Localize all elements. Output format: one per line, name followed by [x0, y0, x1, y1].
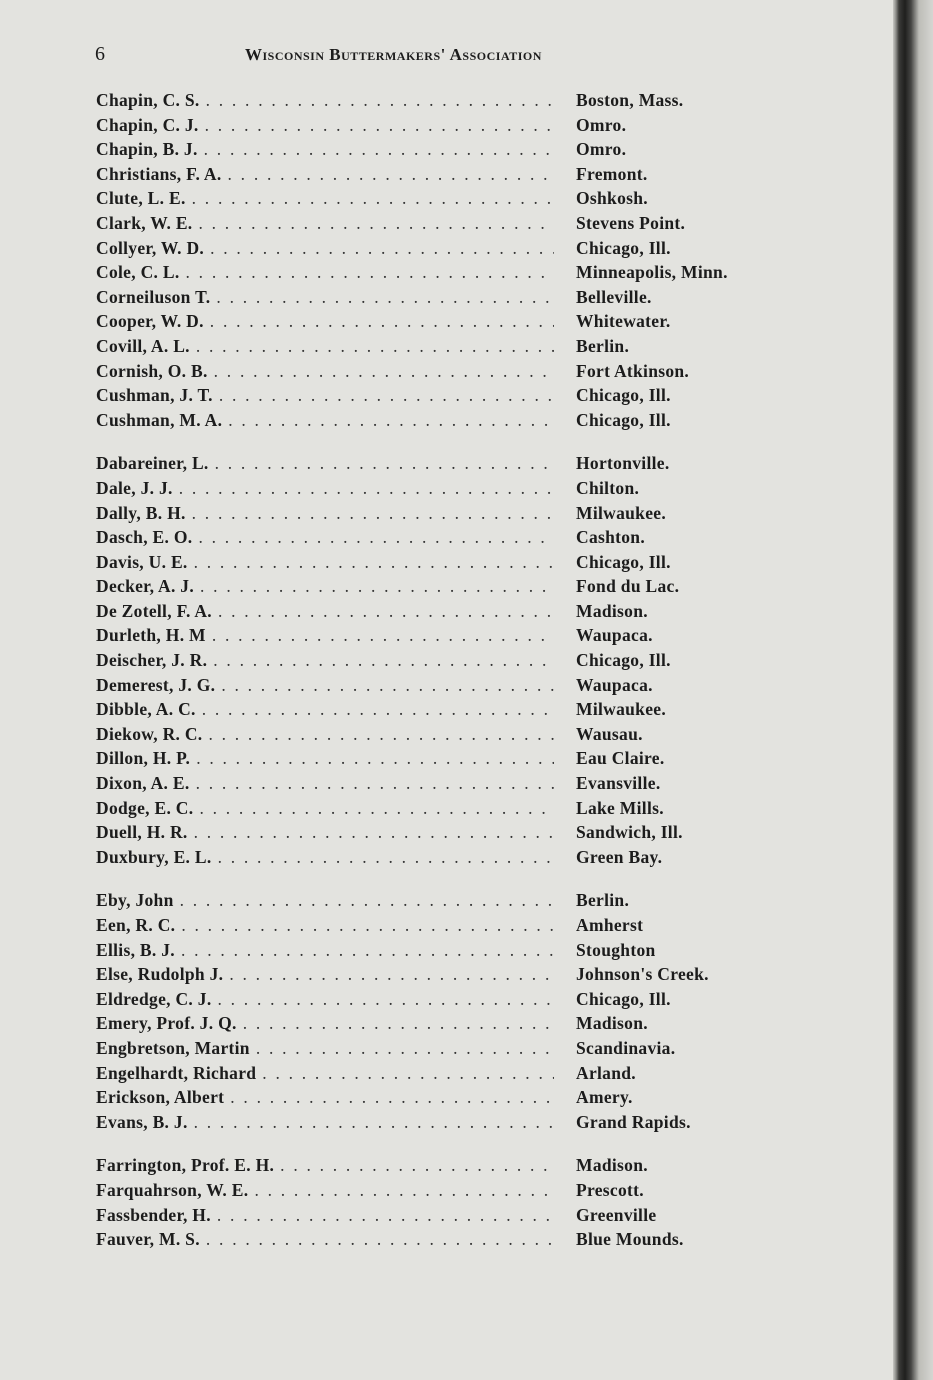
directory-entry — [96, 847, 776, 872]
directory-entry — [96, 798, 776, 823]
directory-entry — [96, 1229, 776, 1254]
member-location: Amherst — [576, 915, 644, 935]
member-location: Chicago, Ill. — [576, 988, 671, 1009]
directory-entry — [96, 139, 776, 164]
dot-leader — [228, 410, 554, 431]
member-location: Chicago, Ill. — [576, 237, 671, 258]
member-name: Fassbender, H. — [96, 1204, 211, 1225]
directory-entry — [96, 503, 776, 528]
dot-leader — [194, 1112, 554, 1133]
directory-entry — [96, 724, 776, 749]
dot-leader — [254, 1180, 554, 1201]
member-location: Arland. — [576, 1062, 636, 1083]
dot-leader — [180, 890, 554, 911]
member-name: Deischer, J. R. — [96, 650, 208, 671]
member-location: Wausau. — [576, 723, 643, 744]
dot-leader — [204, 139, 554, 160]
dot-leader — [210, 238, 554, 259]
member-name: Dillon, H. P. — [96, 748, 191, 769]
dot-leader — [214, 361, 554, 382]
member-name: Durleth, H. M — [96, 625, 206, 646]
member-name: Corneiluson T. — [96, 286, 211, 307]
dot-leader — [212, 625, 554, 646]
directory-entry — [96, 453, 776, 478]
book-binding-edge — [893, 0, 933, 1380]
member-location: Madison. — [576, 600, 648, 621]
member-location: Grand Rapids. — [576, 1111, 691, 1132]
dot-leader — [194, 552, 554, 573]
directory-entry — [96, 164, 776, 189]
dot-leader — [213, 650, 554, 671]
member-location: Chicago, Ill. — [576, 650, 671, 671]
member-location: Boston, Mass. — [576, 90, 684, 110]
member-location: Fort Atkinson. — [576, 360, 690, 381]
member-location: Oshkosh. — [576, 188, 648, 209]
member-location: Stoughton — [576, 939, 656, 960]
member-location: Chicago, Ill. — [576, 385, 671, 406]
directory-entry — [96, 90, 776, 115]
running-title: Wisconsin Buttermakers' Association — [245, 45, 542, 64]
member-name: Dibble, A. C. — [96, 699, 196, 720]
dot-leader — [206, 1229, 554, 1250]
directory-entry — [96, 964, 776, 989]
member-name: Dodge, E. C. — [96, 797, 194, 818]
directory-entry — [96, 361, 776, 386]
member-name: Cushman, J. T. — [96, 385, 213, 406]
directory-entry — [96, 115, 776, 140]
directory-entry — [96, 385, 776, 410]
dot-leader — [198, 527, 554, 548]
dot-leader — [218, 989, 555, 1010]
member-location: Johnson's Creek. — [576, 964, 709, 985]
dot-leader — [219, 385, 554, 406]
directory-entry — [96, 527, 776, 552]
directory-entry — [96, 675, 776, 700]
dot-leader — [218, 601, 554, 622]
member-location: Madison. — [576, 1155, 648, 1176]
member-name: Cornish, O. B. — [96, 360, 208, 381]
letter-group — [96, 1155, 776, 1253]
member-location: Berlin. — [576, 335, 630, 356]
member-location: Waupaca. — [576, 625, 653, 646]
member-name: Farrington, Prof. E. H. — [96, 1155, 275, 1176]
member-location: Chicago, Ill. — [576, 409, 671, 430]
directory-entry — [96, 1087, 776, 1112]
directory-entry — [96, 311, 776, 336]
member-location: Evansville. — [576, 773, 661, 794]
dot-leader — [179, 478, 554, 499]
member-name: Ellis, B. J. — [96, 939, 175, 960]
dot-leader — [205, 115, 554, 136]
member-location: Prescott. — [576, 1179, 644, 1200]
member-name: Eby, John — [96, 890, 174, 911]
dot-leader — [192, 503, 554, 524]
member-name: Davis, U. E. — [96, 551, 188, 572]
dot-leader — [196, 748, 554, 769]
dot-leader — [217, 1205, 554, 1226]
dot-leader — [229, 964, 554, 985]
directory-entry — [96, 940, 776, 965]
directory-entry — [96, 822, 776, 847]
member-name: Cushman, M. A. — [96, 409, 223, 430]
directory-entry — [96, 601, 776, 626]
dot-leader — [181, 940, 554, 961]
dot-leader — [196, 773, 554, 794]
member-name: Demerest, J. G. — [96, 674, 216, 695]
member-name: Emery, Prof. J. Q. — [96, 1013, 237, 1034]
member-name: Cooper, W. D. — [96, 311, 204, 332]
dot-leader — [199, 798, 554, 819]
member-name: Decker, A. J. — [96, 576, 195, 597]
dot-leader — [218, 847, 554, 868]
member-name: Dixon, A. E. — [96, 773, 190, 794]
member-name: Christians, F. A. — [96, 163, 222, 184]
member-name: Evans, B. J. — [96, 1111, 188, 1132]
member-name: Dale, J. J. — [96, 477, 173, 498]
member-name: Chapin, C. S. — [96, 90, 200, 110]
member-location: Fond du Lac. — [576, 576, 680, 597]
member-location: Minneapolis, Minn. — [576, 262, 728, 283]
dot-leader — [243, 1013, 554, 1034]
dot-leader — [280, 1155, 554, 1176]
dot-leader — [208, 724, 554, 745]
member-location: Waupaca. — [576, 674, 653, 695]
directory-entry — [96, 625, 776, 650]
directory-entry — [96, 262, 776, 287]
directory-entry — [96, 213, 776, 238]
member-location: Milwaukee. — [576, 699, 667, 720]
member-name: Engbretson, Martin — [96, 1037, 250, 1058]
member-name: Eldredge, C. J. — [96, 988, 212, 1009]
member-location: Blue Mounds. — [576, 1229, 684, 1250]
dot-leader — [230, 1087, 554, 1108]
member-name: Dabareiner, L. — [96, 453, 209, 474]
member-name: Chapin, C. J. — [96, 114, 199, 135]
member-name: Clute, L. E. — [96, 188, 186, 209]
member-location: Eau Claire. — [576, 748, 665, 769]
dot-leader — [262, 1063, 554, 1084]
directory-entry — [96, 1205, 776, 1230]
dot-leader — [186, 262, 554, 283]
letter-group — [96, 90, 776, 434]
directory-entry — [96, 699, 776, 724]
dot-leader — [192, 188, 554, 209]
directory-entry — [96, 336, 776, 361]
directory-entry — [96, 576, 776, 601]
member-name: Else, Rudolph J. — [96, 964, 224, 985]
directory-entry — [96, 1063, 776, 1088]
dot-leader — [215, 453, 554, 474]
dot-leader — [216, 287, 554, 308]
member-location: Stevens Point. — [576, 212, 686, 233]
member-name: Clark, W. E. — [96, 212, 193, 233]
directory-entry — [96, 552, 776, 577]
member-name: Dasch, E. O. — [96, 527, 193, 548]
letter-group — [96, 890, 776, 1136]
directory-entry — [96, 188, 776, 213]
member-name: Chapin, B. J. — [96, 139, 198, 160]
member-location: Scandinavia. — [576, 1037, 676, 1058]
directory-entry — [96, 915, 776, 940]
directory-entry — [96, 1180, 776, 1205]
directory-entry — [96, 1155, 776, 1180]
dot-leader — [200, 576, 554, 597]
dot-leader — [181, 915, 554, 936]
member-location: Chilton. — [576, 477, 640, 498]
member-name: Fauver, M. S. — [96, 1229, 200, 1250]
member-location: Belleville. — [576, 286, 652, 307]
directory-entry — [96, 238, 776, 263]
dot-leader — [228, 164, 554, 185]
member-location: Amery. — [576, 1087, 633, 1108]
member-location: Madison. — [576, 1013, 648, 1034]
directory-entry — [96, 410, 776, 435]
member-location: Omro. — [576, 114, 627, 135]
dot-leader — [202, 699, 554, 720]
letter-group — [96, 453, 776, 871]
member-location: Whitewater. — [576, 311, 671, 332]
member-name: Een, R. C. — [96, 915, 176, 935]
member-directory — [96, 90, 776, 1273]
directory-entry — [96, 1112, 776, 1137]
member-location: Greenville — [576, 1204, 657, 1225]
member-name: Farquahrson, W. E. — [96, 1179, 249, 1200]
member-location: Chicago, Ill. — [576, 551, 671, 572]
directory-entry — [96, 1038, 776, 1063]
member-name: Covill, A. L. — [96, 335, 190, 356]
member-name: Engelhardt, Richard — [96, 1062, 257, 1083]
dot-leader — [221, 675, 554, 696]
directory-entry — [96, 989, 776, 1014]
member-location: Sandwich, Ill. — [576, 822, 683, 843]
directory-entry — [96, 890, 776, 915]
member-name: Duell, H. R. — [96, 822, 188, 843]
member-location: Fremont. — [576, 163, 648, 184]
member-name: Collyer, W. D. — [96, 237, 205, 258]
member-location: Hortonville. — [576, 453, 670, 474]
member-name: Diekow, R. C. — [96, 723, 203, 744]
member-name: Cole, C. L. — [96, 262, 180, 283]
member-location: Cashton. — [576, 527, 646, 548]
directory-entry — [96, 478, 776, 503]
member-name: Duxbury, E. L. — [96, 846, 212, 867]
directory-entry — [96, 1013, 776, 1038]
directory-entry — [96, 650, 776, 675]
member-location: Lake Mills. — [576, 797, 664, 818]
member-location: Green Bay. — [576, 846, 663, 867]
member-location: Berlin. — [576, 890, 630, 911]
dot-leader — [206, 90, 554, 111]
dot-leader — [198, 213, 554, 234]
dot-leader — [194, 822, 554, 843]
member-location: Milwaukee. — [576, 502, 667, 523]
directory-entry — [96, 773, 776, 798]
directory-entry — [96, 748, 776, 773]
member-name: Erickson, Albert — [96, 1087, 225, 1108]
page-header — [95, 43, 815, 69]
dot-leader — [256, 1038, 554, 1059]
member-location: Omro. — [576, 139, 627, 160]
dot-leader — [196, 336, 554, 357]
directory-entry — [96, 287, 776, 312]
page-number: 6 — [95, 43, 105, 65]
member-name: Dally, B. H. — [96, 502, 186, 523]
dot-leader — [210, 311, 554, 332]
member-name: De Zotell, F. A. — [96, 600, 212, 621]
